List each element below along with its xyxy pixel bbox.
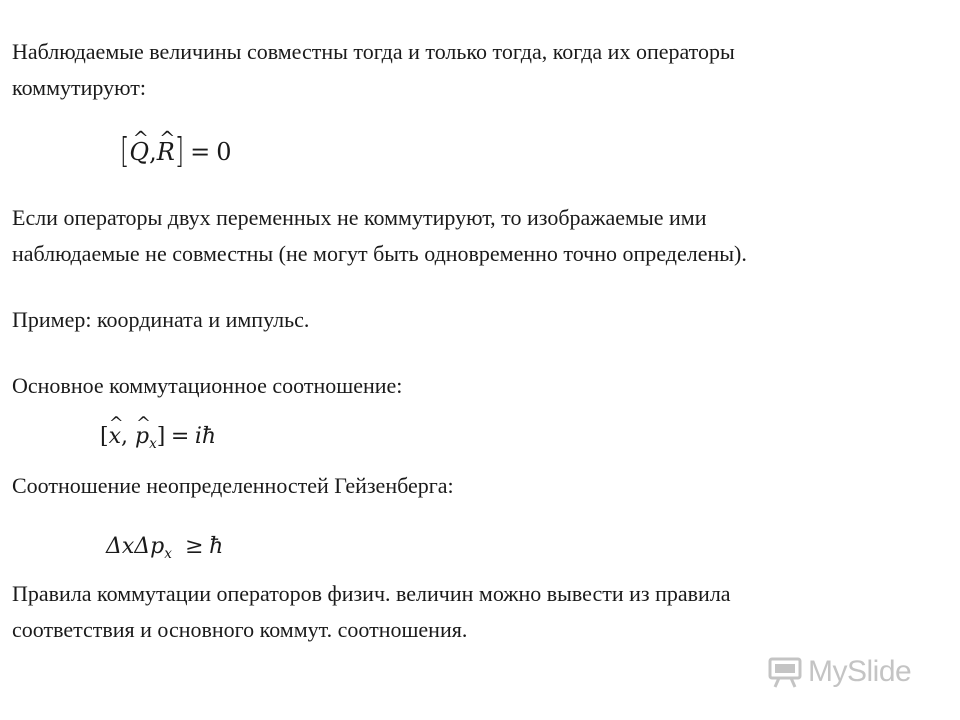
subscript-x: x [164, 545, 172, 562]
greater-equal-sign: ≥ [185, 534, 204, 559]
delta-x: Δx [106, 534, 135, 559]
subscript-x: x [149, 435, 157, 452]
formula-canonical-commutator [100, 424, 216, 452]
paragraph-compatibility-line2: коммутируют: [12, 75, 146, 100]
operator-x-hat: ^ x [109, 424, 121, 449]
comma: , [121, 424, 129, 449]
equals-sign: = [170, 424, 190, 449]
operator-p-hat: ^ p [135, 424, 149, 449]
presentation-board-icon [768, 656, 802, 688]
watermark-text: MySlide [808, 655, 912, 688]
comma: , [149, 138, 157, 166]
formula-commutator-zero [120, 130, 232, 172]
delta-p: Δp [134, 534, 165, 559]
operator-r-hat: ^ R [157, 138, 175, 166]
formula-rhs-hbar: ħ [209, 534, 224, 559]
paragraph-rules-line2: соответствия и основного коммут. соотношения. [12, 617, 468, 642]
paragraph-rules-line1: Правила коммутации операторов физич. величин можно вывести из правила [12, 581, 731, 606]
paragraph-basic-relation: Основное коммутационное соотношение: [12, 373, 403, 398]
close-bracket: ] [174, 130, 185, 172]
paragraph-noncommuting-line2: наблюдаемые не совместны (не могут быть одновременно точно определены). [12, 241, 747, 266]
paragraph-noncommuting-line1: Если операторы двух переменных не коммутируют, то изображаемые ими [12, 205, 707, 230]
paragraph-heisenberg: Соотношение неопределенностей Гейзенберга: [12, 473, 454, 498]
open-bracket: [ [120, 130, 130, 172]
formula-rhs-zero: 0 [216, 138, 232, 166]
equals-sign: = [190, 138, 211, 166]
watermark-logo [768, 655, 911, 689]
close-bracket: ] [156, 424, 166, 449]
formula-rhs-i-hbar: iħ [194, 424, 217, 449]
operator-q-hat: ^ Q [129, 138, 149, 166]
formula-uncertainty [106, 534, 223, 562]
paragraph-example: Пример: координата и импульс. [12, 307, 310, 332]
paragraph-compatibility-line1: Наблюдаемые величины совместны тогда и только тогда, когда их операторы [12, 39, 735, 64]
open-bracket: [ [100, 424, 109, 449]
